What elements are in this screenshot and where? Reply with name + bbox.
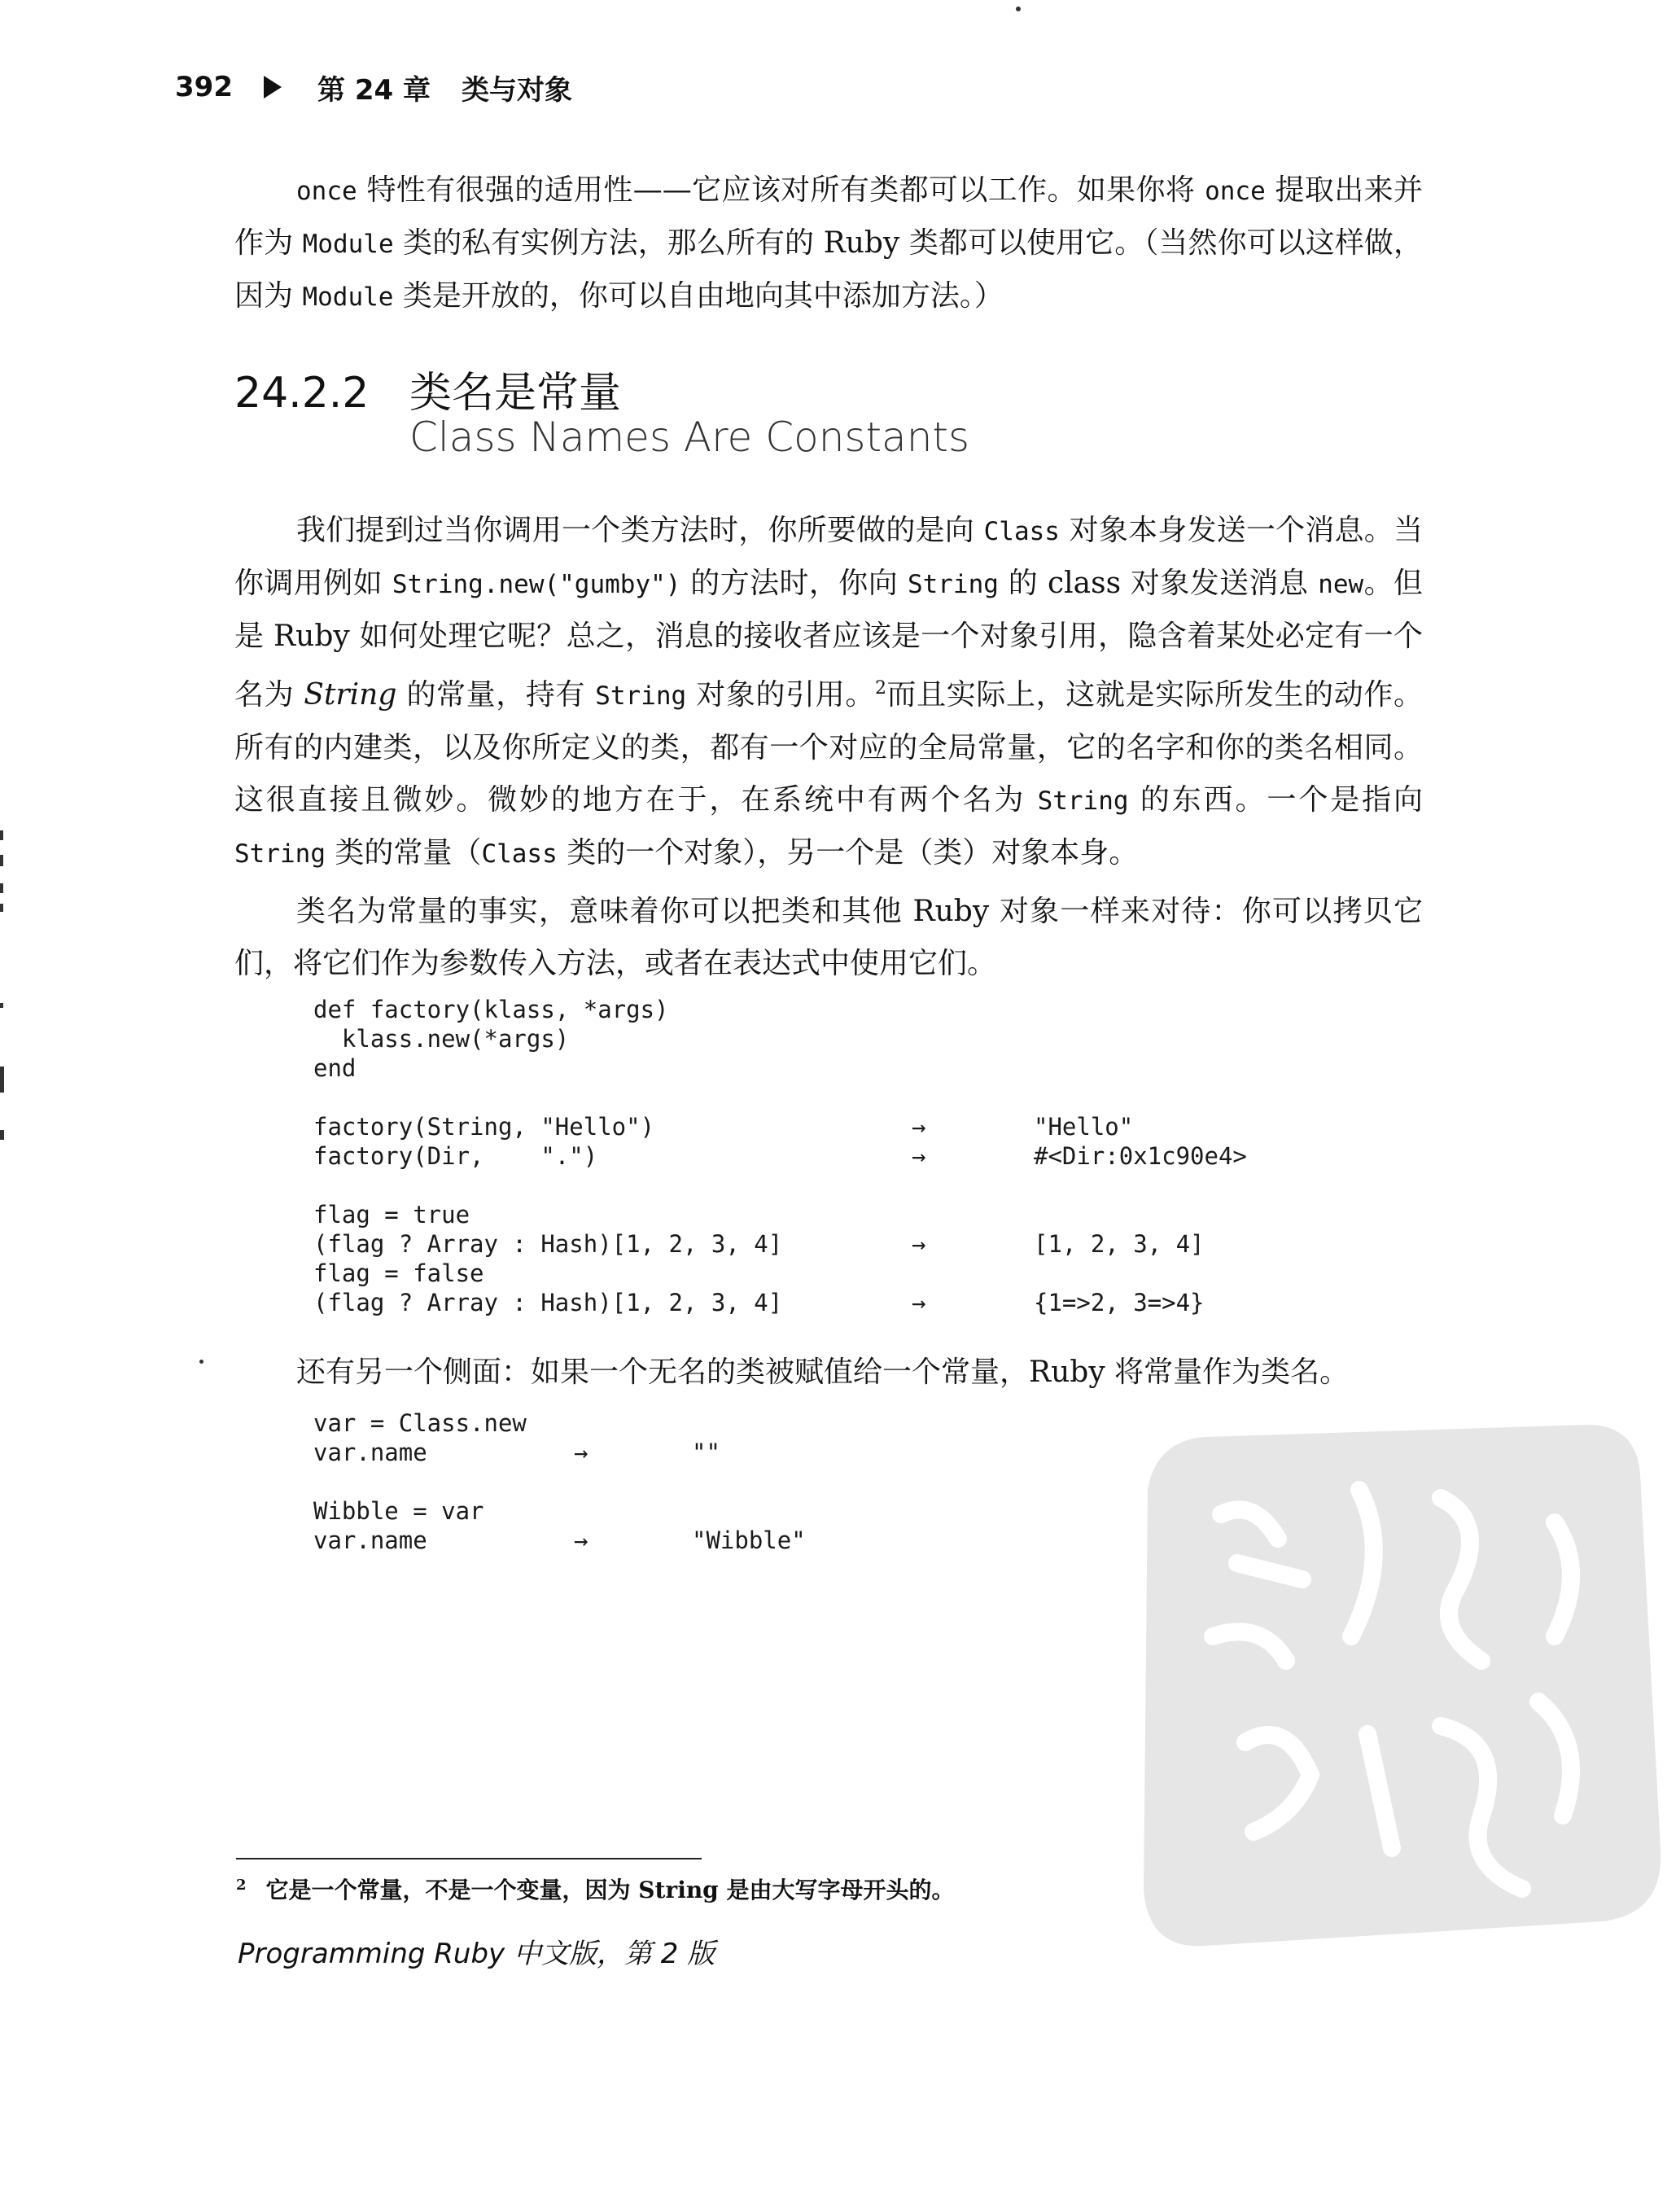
code-line xyxy=(313,1259,782,1288)
scan-mark xyxy=(0,1003,3,1008)
scan-mark xyxy=(0,830,3,840)
text-run: 的 class 对象发送消息 xyxy=(998,567,1319,600)
text-run: 而且实际上，这就是实际所发生的动作。所有的内建类，以及你所定义的类，都有一个对应的全局常量，它的名字和你的类名相同。这很直接且微妙。微妙的地方在于，在系统中有两个名为 xyxy=(234,678,1423,817)
section-title-en: Class Names Are Constants xyxy=(409,414,970,461)
section-number: 24.2.2 xyxy=(234,369,370,418)
code-line xyxy=(313,1229,1205,1259)
code-line xyxy=(313,1408,527,1438)
code-blank-line xyxy=(313,1171,782,1200)
footnote xyxy=(236,1873,955,1905)
code-text: var.name xyxy=(313,1526,427,1554)
result-value: "" xyxy=(692,1439,720,1466)
seal-watermark xyxy=(1099,1392,1667,1962)
text-run: 的东西。一个是指向 xyxy=(1128,783,1423,817)
code-text: def factory(klass, *args) xyxy=(313,996,669,1023)
code-line xyxy=(313,995,782,1024)
page-number: 392 xyxy=(175,71,233,103)
footnote-mark: 2 xyxy=(236,1876,247,1894)
code-line xyxy=(313,1496,527,1526)
code-text: factory(String, "Hello") xyxy=(313,1113,655,1141)
code-text: var = Class.new xyxy=(313,1409,527,1437)
text-run: 提取出来并作为 xyxy=(234,173,1423,260)
code-text: flag = true xyxy=(313,1201,470,1229)
chapter-number: 第 24 章 xyxy=(317,73,431,107)
inline-code: Module xyxy=(302,283,394,312)
scan-mark xyxy=(0,1130,4,1140)
text-run: 我们提到过当你调用一个类方法时，你所要做的是向 xyxy=(296,514,984,547)
text-run: 类的常量（ xyxy=(325,836,482,869)
italic-term: String xyxy=(304,678,397,712)
inline-code: String.new("gumby") xyxy=(392,570,681,599)
text-run: 类的一个对象），另一个是（类）对象本身。 xyxy=(557,836,1139,869)
result-arrow-icon: → xyxy=(912,1142,926,1170)
running-header xyxy=(175,67,572,107)
code-line xyxy=(313,1438,720,1467)
code-line xyxy=(313,1200,782,1229)
text-run: 。但是 Ruby 如何处理它呢？总之，消息的接收者应该是一个对象引用，隐含着某处必定有一个名为 xyxy=(234,567,1423,712)
inline-code: once xyxy=(1205,177,1266,206)
scan-mark xyxy=(0,855,3,866)
code-line xyxy=(313,1288,1205,1317)
footnote-divider xyxy=(236,1858,702,1859)
inline-code: Class xyxy=(983,517,1060,546)
code-blank-line xyxy=(313,1467,527,1496)
code-text: var.name xyxy=(313,1439,427,1466)
scan-dot xyxy=(199,1360,203,1364)
section-title-zh: 类名是常量 xyxy=(409,369,622,418)
inline-code: Module xyxy=(302,230,394,259)
code-line xyxy=(313,1141,1247,1171)
triangle-arrow-icon xyxy=(264,76,282,99)
code-text: flag = false xyxy=(313,1259,484,1287)
code-line xyxy=(313,1053,782,1083)
text-run: 的方法时，你向 xyxy=(680,567,908,600)
inline-code: Class xyxy=(481,839,558,869)
inline-code: String xyxy=(1037,786,1129,816)
result-arrow-icon: → xyxy=(912,1230,926,1258)
text-run: 对象的引用。 xyxy=(686,678,875,712)
text-run: 对象本身发送一个消息。当你调用例如 xyxy=(234,514,1423,600)
chapter-title: 类与对象 xyxy=(461,73,572,107)
code-text: (flag ? Array : Hash)[1, 2, 3, 4] xyxy=(313,1230,783,1258)
code-text: end xyxy=(313,1054,357,1082)
text-run: 类的私有实例方法，那么所有的 Ruby 类都可以使用它。（当然你可以这样做，因为 xyxy=(234,226,1423,313)
code-text: (flag ? Array : Hash)[1, 2, 3, 4] xyxy=(313,1289,783,1316)
inline-code: String xyxy=(595,681,687,711)
inline-code: once xyxy=(296,177,357,206)
result-arrow-icon: → xyxy=(912,1113,926,1141)
section-heading xyxy=(234,358,969,461)
text-run: 的常量，持有 xyxy=(396,678,596,712)
result-value: #<Dir:0x1c90e4> xyxy=(1034,1142,1247,1170)
scan-dot xyxy=(1016,7,1021,11)
code-text: Wibble = var xyxy=(313,1497,484,1525)
result-value: "Hello" xyxy=(1034,1113,1134,1141)
result-arrow-icon: → xyxy=(574,1439,588,1466)
paragraph-class-constants: 类名为常量的事实，意味着你可以把类和其他 Ruby 对象一样来对待：你可以拷贝它们，将它们作为参数传入方法，或者在表达式中使用它们。 xyxy=(234,895,1423,980)
code-example-factory xyxy=(313,995,1247,1317)
code-example-wibble xyxy=(313,1408,806,1555)
code-text: factory(Dir, ".") xyxy=(313,1142,598,1170)
code-line xyxy=(313,1112,1134,1141)
footer-book-title: Programming Ruby 中文版，第 2 版 xyxy=(238,1938,715,1970)
result-value: "Wibble" xyxy=(692,1526,806,1554)
footnote-text: 它是一个常量，不是一个变量，因为 String 是由大写字母开头的。 xyxy=(265,1877,955,1903)
inline-code: new xyxy=(1318,570,1364,599)
code-blank-line xyxy=(313,1083,782,1112)
result-arrow-icon: → xyxy=(574,1526,588,1554)
text-run: 特性有很强的适用性——它应该对所有类都可以工作。如果你将 xyxy=(357,173,1205,207)
scan-mark xyxy=(0,1067,4,1093)
code-line xyxy=(313,1526,806,1555)
text-run: 类是开放的，你可以自由地向其中添加方法。） xyxy=(393,279,1004,313)
inline-code: String xyxy=(907,570,999,599)
footnote-reference: 2 xyxy=(874,678,886,699)
scan-mark xyxy=(0,883,3,893)
intro-paragraph xyxy=(234,164,1423,323)
result-value: [1, 2, 3, 4] xyxy=(1034,1230,1205,1258)
paragraph-class-message xyxy=(234,505,1423,880)
scan-mark xyxy=(0,904,3,912)
result-arrow-icon: → xyxy=(912,1289,926,1316)
code-text: klass.new(*args) xyxy=(313,1025,570,1053)
inline-code: String xyxy=(234,839,326,869)
paragraph-anonymous-class: 还有另一个侧面：如果一个无名的类被赋值给一个常量，Ruby 将常量作为类名。 xyxy=(296,1356,1350,1389)
code-line xyxy=(313,1024,782,1053)
result-value: {1=>2, 3=>4} xyxy=(1034,1289,1205,1316)
